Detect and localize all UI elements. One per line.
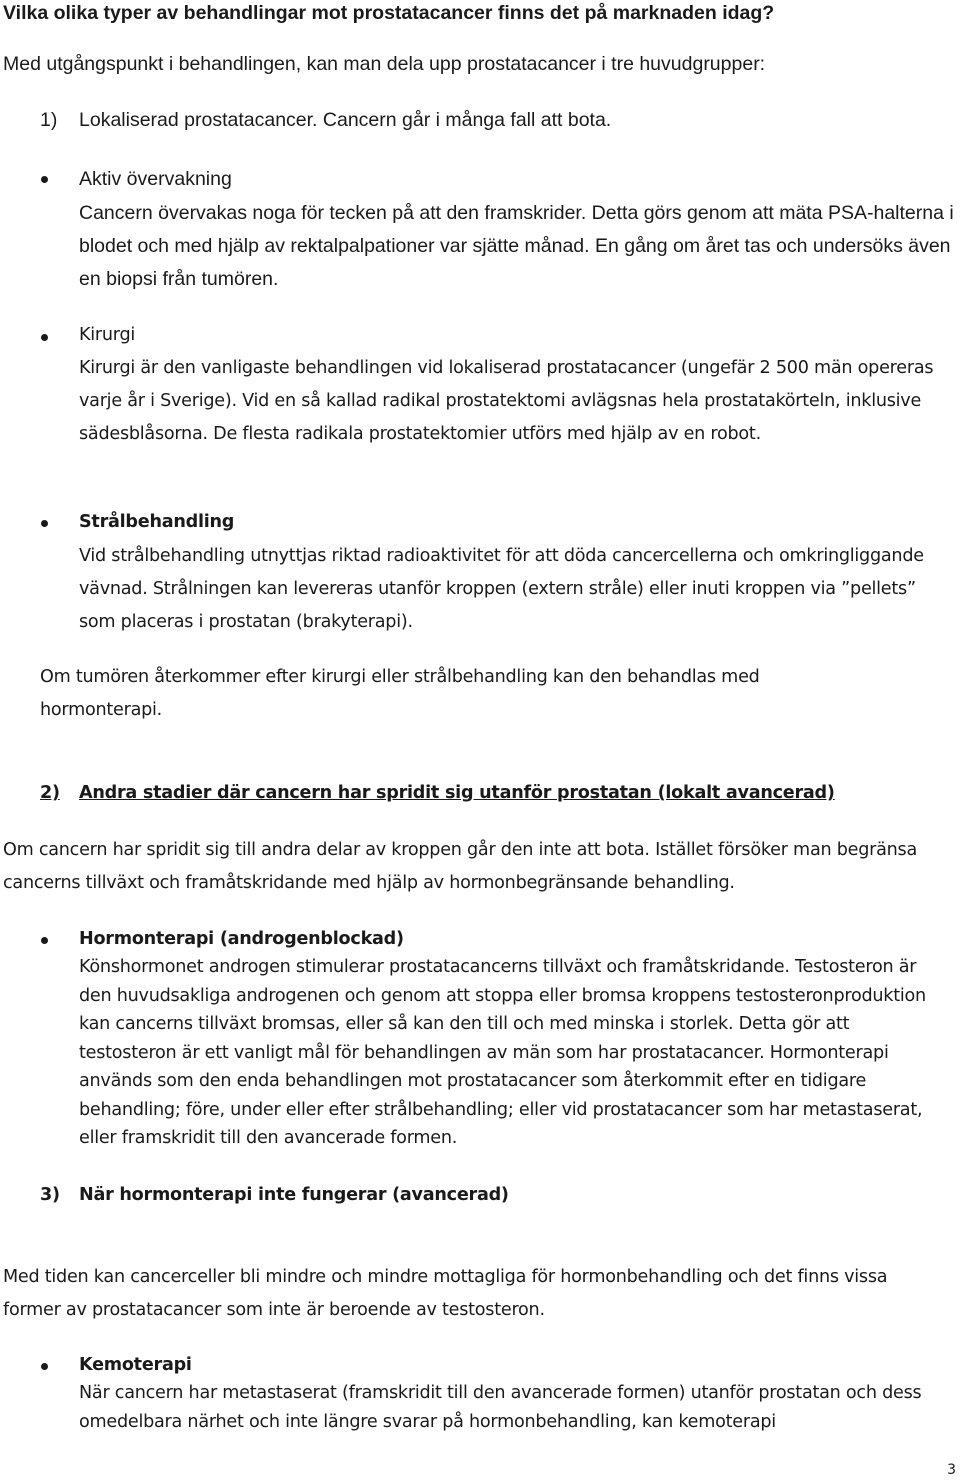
group1-heading: Lokaliserad prostatacancer. Cancern går i många fall att bota. (79, 109, 612, 131)
page-number: 3 (947, 1462, 956, 1478)
bullet-icon (41, 937, 48, 944)
intro-paragraph: Med utgångspunkt i behandlingen, kan man dela upp prostatacancer i tre huvudgrupper: (3, 53, 766, 75)
group2-heading: Andra stadier där cancern har spridit sig utanför prostatan (lokalt avancerad) (79, 783, 835, 803)
bullet-icon (41, 520, 48, 527)
group3-intro-paragraph: Med tiden kan cancerceller bli mindre och mindre mottagliga för hormonbehandling och det finns vissa former av prostatacancer som inte är beroende av testosteron. (3, 1267, 888, 1320)
item-title-kirurgi: Kirurgi (79, 325, 136, 345)
bullet-icon (41, 334, 48, 341)
group1-followup-paragraph: Om tumören återkommer efter kirurgi eller strålbehandling kan den behandlas med hormonterapi. (40, 667, 760, 720)
item-title-stralbehandling: Strålbehandling (79, 512, 235, 532)
item-text-hormonterapi: Könshormonet androgen stimulerar prostatacancerns tillväxt och framåtskridande. Testosteron är den huvudsakliga androgenen och genom att stoppa eller bromsa kroppens testosteronproduktion kan cancerns tillväxt bromsas, eller så kan den till och med minska i storlek. Detta gör att testosteron är ett vanligt mål för behandlingen av män som har prostatacancer. Hormonterapi används som den enda behandlingen mot prostatacancer som återkommit efter en tidigare behandling; före, under eller efter strålbehandling; eller vid prostatacancer som har metastaserat, eller framskridit till den avancerade formen. (79, 957, 926, 1148)
group3-heading: När hormonterapi inte fungerar (avancerad) (79, 1185, 509, 1205)
bullet-icon (41, 1363, 48, 1370)
group3-number: 3) (40, 1185, 60, 1205)
item-text-kirurgi: Kirurgi är den vanligaste behandlingen vid lokaliserad prostatacancer (ungefär 2 500 män opereras varje år i Sverige). Vid en så kallad radikal prostatektomi avlägsnas hela prostatakörteln, inklusive sädesblåsorna. De flesta radikala prostatektomier utförs med hjälp av en robot. (79, 358, 934, 444)
item-title-aktiv-overvakning: Aktiv övervakning (79, 168, 232, 190)
item-text-stralbehandling: Vid strålbehandling utnyttjas riktad radioaktivitet för att döda cancercellerna och omkringliggande vävnad. Strålningen kan levereras utanför kroppen (extern stråle) eller inuti kroppen via ”pellets” som placeras i prostatan (brakyterapi). (79, 546, 924, 632)
group1-number: 1) (40, 109, 58, 131)
group2-intro-paragraph: Om cancern har spridit sig till andra delar av kroppen går den inte att bota. Istället försöker man begränsa cancerns tillväxt och framåtskridande med hjälp av hormonbegränsande behandling. (3, 840, 917, 893)
item-text-aktiv-overvakning: Cancern övervakas noga för tecken på att den framskrider. Detta görs genom att mäta PSA-halterna i blodet och med hjälp av rektalpalpationer var sjätte månad. En gång om året tas och undersöks även en biopsi från tumören. (79, 202, 954, 290)
page-title: Vilka olika typer av behandlingar mot prostatacancer finns det på marknaden idag? (3, 2, 775, 24)
group2-number: 2) (40, 783, 60, 803)
item-text-kemoterapi: När cancern har metastaserat (framskridit till den avancerade formen) utanför prostatan och dess omedelbara närhet och inte längre svarar på hormonbehandling, kan kemoterapi (79, 1383, 922, 1432)
item-title-kemoterapi: Kemoterapi (79, 1355, 192, 1375)
bullet-icon (41, 176, 48, 183)
item-title-hormonterapi: Hormonterapi (androgenblockad) (79, 929, 404, 949)
